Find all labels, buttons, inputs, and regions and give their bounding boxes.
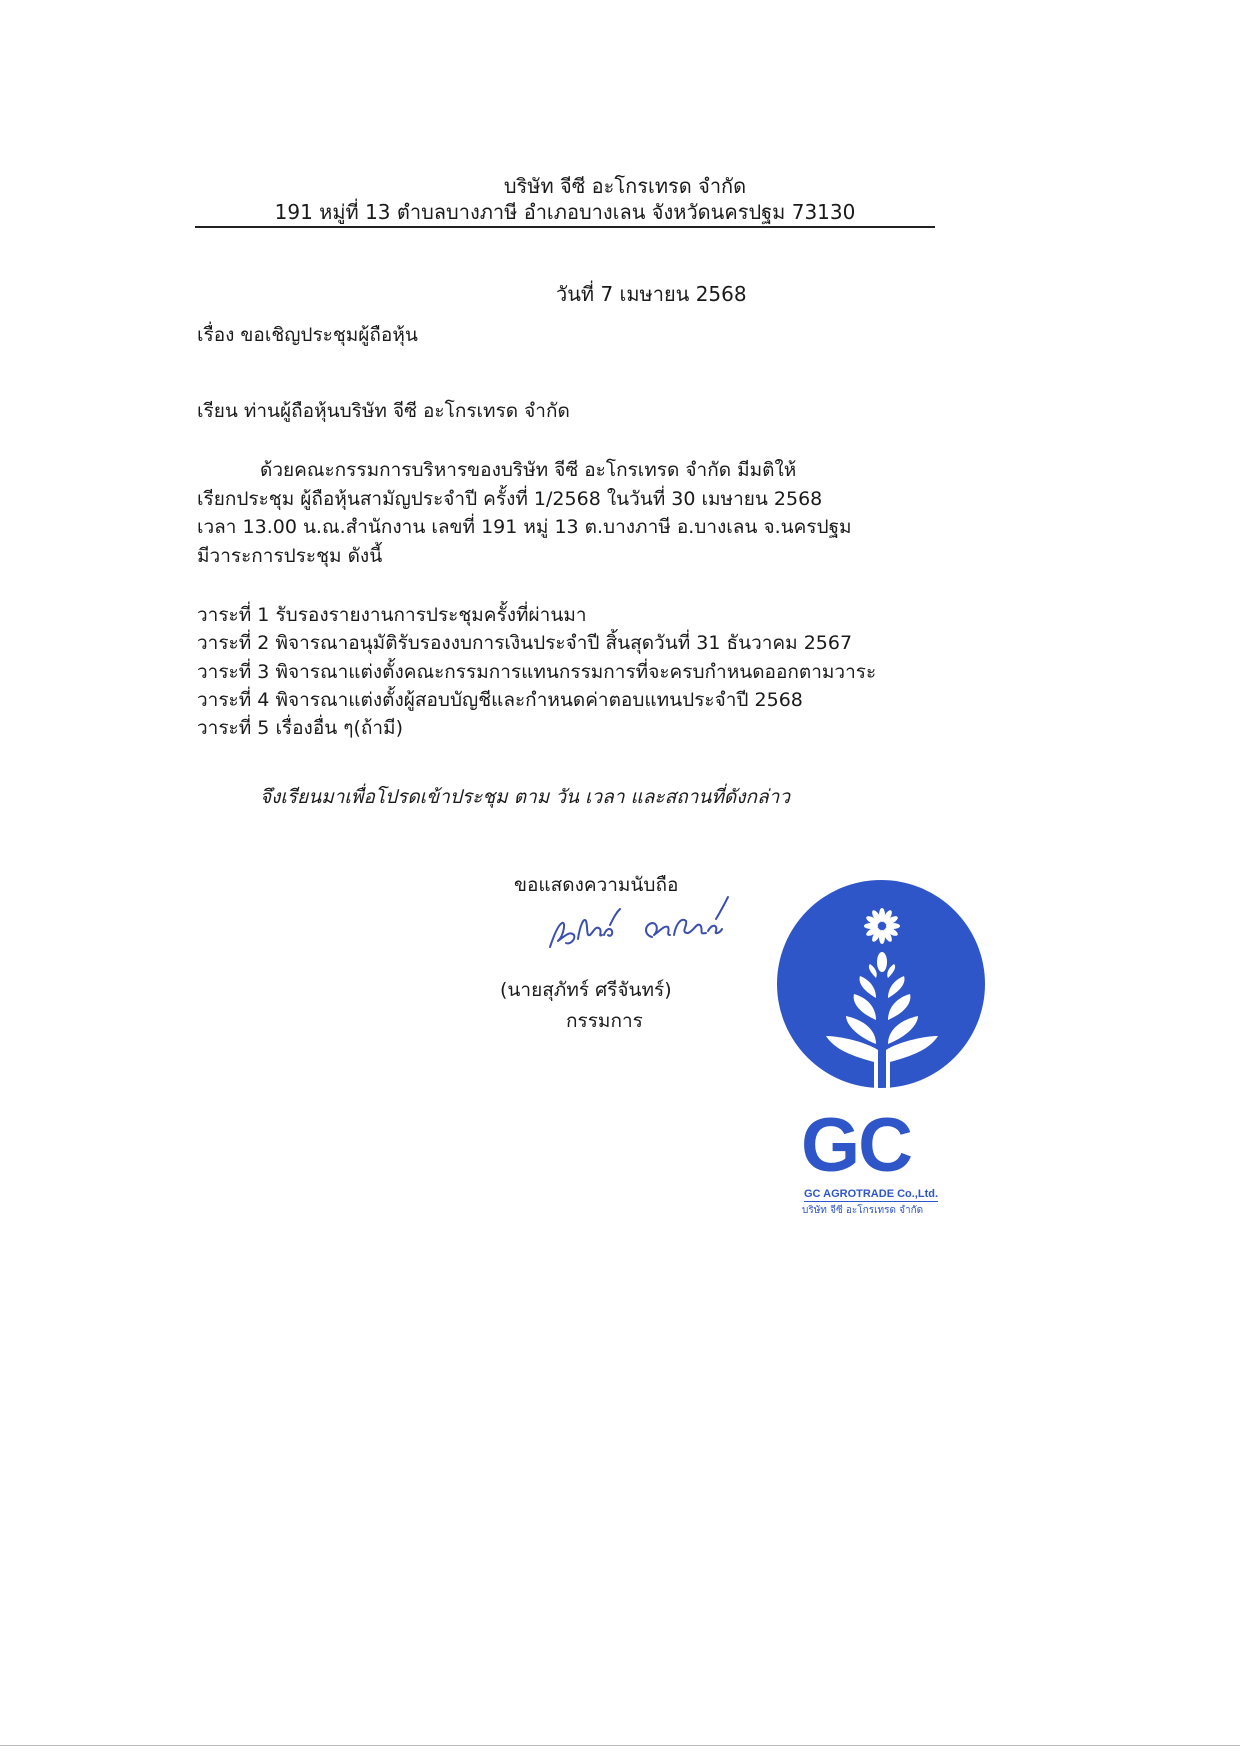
- handwritten-signature: [540, 895, 770, 965]
- scan-edge-line: [0, 1745, 1240, 1746]
- agenda-item: วาระที่ 5 เรื่องอื่น ๆ(ถ้ามี): [197, 717, 403, 740]
- company-address: 191 หมู่ที่ 13 ตำบลบางภาษี อำเภอบางเลน จังหวัดนครปฐม 73130: [274, 200, 856, 224]
- stamp-logo-text: GC: [801, 1103, 911, 1188]
- letter-body: [197, 456, 957, 570]
- stamp-name-th: บริษัท จีซี อะโกรเทรด จำกัด: [802, 1205, 924, 1216]
- agenda-list: [197, 601, 876, 742]
- agenda-item: วาระที่ 4 พิจารณาแต่งตั้งผู้สอบบัญชีและกำหนดค่าตอบแทนประจำปี 2568: [197, 688, 803, 711]
- body-line: เวลา 13.00 น.ณ.สำนักงาน เลขที่ 191 หมู่ 13 ต.บางภาษี อ.บางเลน จ.นครปฐม: [197, 516, 852, 538]
- agenda-item: วาระที่ 1 รับรองรายงานการประชุมครั้งที่ผ่านมา: [197, 604, 587, 626]
- body-line: เรียกประชุม ผู้ถือหุ้นสามัญประจำปี ครั้งที่ 1/2568 ในวันที่ 30 เมษายน 2568: [197, 487, 823, 510]
- signer-name: (นายสุภัทร์ ศรีจันทร์): [500, 979, 672, 1001]
- regards-text: ขอแสดงความนับถือ: [514, 874, 679, 896]
- body-line: ด้วยคณะกรรมการบริหารของบริษัท จีซี อะโกรเทรด จำกัด มีมติให้: [260, 459, 797, 481]
- letter-date: วันที่ 7 เมษายน 2568: [556, 282, 747, 306]
- agenda-item: วาระที่ 2 พิจารณาอนุมัติรับรองงบการเงินประจำปี สิ้นสุดวันที่ 31 ธันวาคม 2567: [197, 632, 853, 655]
- agenda-item: วาระที่ 3 พิจารณาแต่งตั้งคณะกรรมการแทนกรรมการที่จะครบกำหนดออกตามวาระ: [197, 660, 877, 683]
- stamp-name-en: GC AGROTRADE Co.,Ltd.: [804, 1188, 939, 1200]
- signer-title: กรรมการ: [566, 1010, 643, 1032]
- letter-subject: เรื่อง ขอเชิญประชุมผู้ถือหุ้น: [197, 324, 418, 346]
- company-stamp: [776, 866, 986, 1236]
- body-line: มีวาระการประชุม ดังนี้: [197, 544, 383, 567]
- stamp-plant-logo-icon: [776, 866, 986, 1106]
- letter-salutation: เรียน ท่านผู้ถือหุ้นบริษัท จีซี อะโกรเทรด จำกัด: [197, 400, 570, 422]
- letterhead-divider: [195, 226, 935, 228]
- company-name: บริษัท จีซี อะโกรเทรด จำกัด: [503, 174, 747, 198]
- closing-line: จึงเรียนมาเพื่อโปรดเข้าประชุม ตาม วัน เวลา และสถานที่ดังกล่าว: [260, 786, 791, 808]
